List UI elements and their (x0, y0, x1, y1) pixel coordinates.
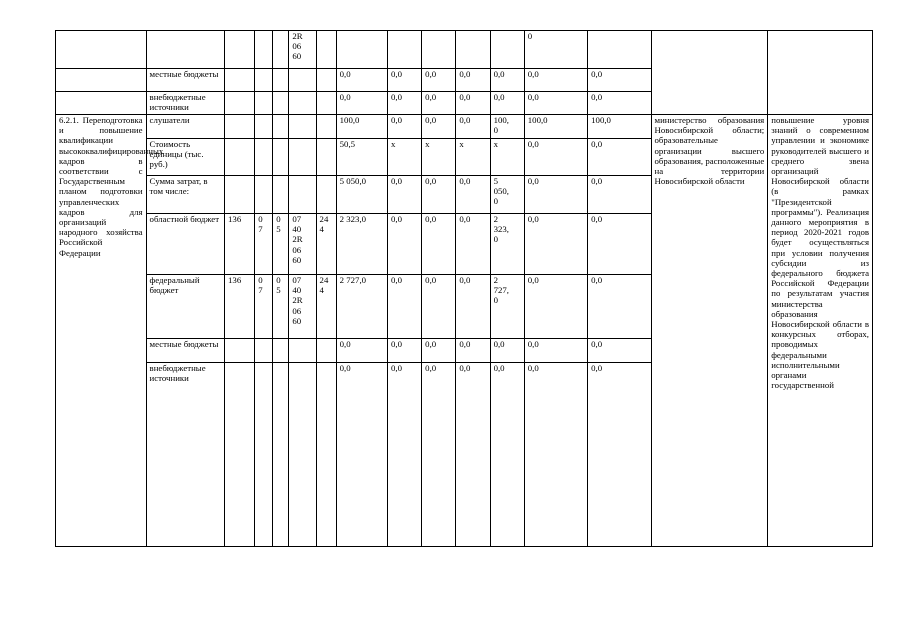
value-cell: 100,0 (524, 115, 587, 139)
value-cell: 0,0 (387, 363, 421, 547)
value-cell: 0,0 (336, 92, 387, 115)
value-cell: 0,0 (422, 339, 456, 363)
row-label: местные бюджеты (146, 339, 224, 363)
value-cell: 0,0 (588, 214, 651, 275)
csr-code-cell: 07 40 2R 06 60 (289, 214, 316, 275)
value-cell: 0,0 (336, 339, 387, 363)
value-cell: 0 (524, 31, 587, 69)
row-label: федеральный бюджет (146, 275, 224, 339)
value-cell: 0,0 (422, 176, 456, 214)
table-row (56, 31, 873, 69)
executor-cell: министерство образования Новосибирской области; образовательные организации высшего образования, расположенные на территории Новосибирской области (651, 115, 768, 547)
value-cell: 0,0 (422, 363, 456, 547)
value-cell: 0,0 (422, 92, 456, 115)
row-label: местные бюджеты (146, 69, 224, 92)
value-cell: х (456, 139, 490, 176)
value-cell: 0,0 (588, 176, 651, 214)
value-cell: 0,0 (387, 69, 421, 92)
rz-cell: 0 7 (255, 214, 273, 275)
vr-cell: 24 4 (316, 214, 336, 275)
value-cell: х (422, 139, 456, 176)
value-cell: 0,0 (456, 363, 490, 547)
value-cell: 0,0 (524, 275, 587, 339)
value-cell: 50,5 (336, 139, 387, 176)
pr-cell: 0 5 (273, 275, 289, 339)
value-cell: 0,0 (422, 275, 456, 339)
csr-code-cell: 2R 06 60 (289, 31, 316, 69)
value-cell: 0,0 (456, 69, 490, 92)
grbs-cell: 136 (225, 214, 255, 275)
value-cell: х (387, 139, 421, 176)
value-cell: 0,0 (456, 339, 490, 363)
value-cell: 0,0 (387, 92, 421, 115)
value-cell: 0,0 (387, 339, 421, 363)
value-cell: 0,0 (490, 363, 524, 547)
value-cell: 2 727, 0 (490, 275, 524, 339)
value-cell: 100,0 (588, 115, 651, 139)
task-title: 6.2.1. Переподготовка и повышение квалификации высококвалифицированных кадров в соответствии с Государственным планом подготовки управленческих кадров для организаций народного хозяйства Российской Федерации (56, 115, 147, 547)
value-cell: 0,0 (336, 363, 387, 547)
row-label: Стоимость единицы (тыс. руб.) (146, 139, 224, 176)
value-cell: 0,0 (524, 139, 587, 176)
value-cell: 2 727,0 (336, 275, 387, 339)
value-cell: 0,0 (588, 363, 651, 547)
value-cell: 0,0 (524, 339, 587, 363)
value-cell: 0,0 (387, 214, 421, 275)
value-cell: 5 050, 0 (490, 176, 524, 214)
row-label: слушатели (146, 115, 224, 139)
row-label: внебюджетные источники (146, 92, 224, 115)
value-cell: 0,0 (524, 69, 587, 92)
value-cell: 0,0 (588, 92, 651, 115)
vr-cell: 24 4 (316, 275, 336, 339)
value-cell: 0,0 (588, 139, 651, 176)
value-cell: 0,0 (422, 115, 456, 139)
value-cell: 0,0 (387, 275, 421, 339)
value-cell: 0,0 (490, 92, 524, 115)
value-cell: 0,0 (456, 214, 490, 275)
value-cell: 5 050,0 (336, 176, 387, 214)
value-cell: 0,0 (588, 69, 651, 92)
value-cell: 0,0 (588, 339, 651, 363)
value-cell: 0,0 (524, 176, 587, 214)
value-cell: 0,0 (456, 92, 490, 115)
value-cell: 100,0 (336, 115, 387, 139)
value-cell: х (490, 139, 524, 176)
value-cell: 0,0 (387, 176, 421, 214)
value-cell: 2 323, 0 (490, 214, 524, 275)
rz-cell: 0 7 (255, 275, 273, 339)
value-cell: 0,0 (490, 69, 524, 92)
value-cell: 0,0 (456, 275, 490, 339)
table-row (56, 115, 873, 139)
value-cell: 0,0 (422, 214, 456, 275)
value-cell: 0,0 (490, 339, 524, 363)
csr-code-cell: 07 40 2R 06 60 (289, 275, 316, 339)
value-cell: 0,0 (456, 176, 490, 214)
program-table (55, 30, 873, 547)
row-label: Сумма затрат, в том числе: (146, 176, 224, 214)
value-cell: 0,0 (387, 115, 421, 139)
value-cell: 0,0 (524, 92, 587, 115)
value-cell: 0,0 (588, 275, 651, 339)
result-cell: повышение уровня знаний о современном управлении и экономике руководителей высшего и среднего звена организаций Новосибирской области (в рамках "Президентской программы"). Реализация данного мероприятия в период 2020-2021 годов будет осуществляться при условии получения субсидии из федерального бюджета Российской Федерации по результатам участия министерства образования Новосибирской области в конкурсных отборах, проводимых федеральными исполнительными органами государственной (768, 115, 873, 547)
row-label: внебюджетные источники (146, 363, 224, 547)
value-cell: 0,0 (524, 214, 587, 275)
value-cell: 2 323,0 (336, 214, 387, 275)
grbs-cell: 136 (225, 275, 255, 339)
value-cell: 100, 0 (490, 115, 524, 139)
value-cell: 0,0 (422, 69, 456, 92)
value-cell: 0,0 (456, 115, 490, 139)
value-cell: 0,0 (336, 69, 387, 92)
value-cell: 0,0 (524, 363, 587, 547)
row-label: областной бюджет (146, 214, 224, 275)
pr-cell: 0 5 (273, 214, 289, 275)
